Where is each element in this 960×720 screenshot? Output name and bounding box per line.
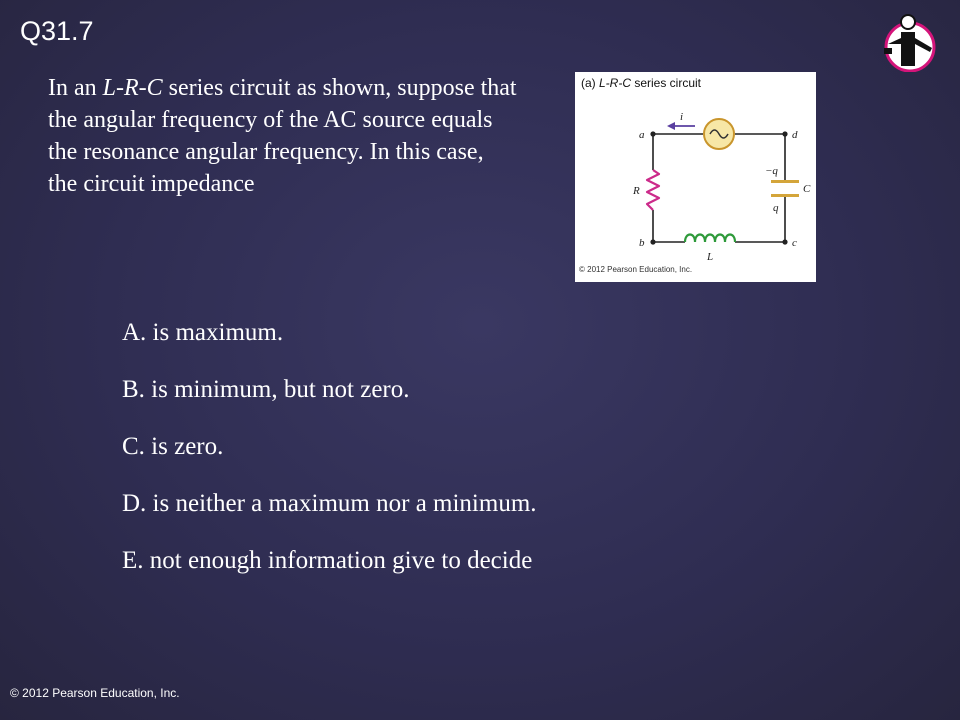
label-c: c [792, 237, 797, 249]
question-text [48, 72, 518, 200]
answer-b[interactable]: B. is minimum, but not zero. [122, 376, 410, 403]
question-rest: series circuit as shown, suppose that the angular frequency of the AC source equals the resonance angular frequency. In this case, the circuit impedance [48, 75, 517, 197]
figure-title-suffix: series circuit [631, 76, 702, 90]
node-a [650, 131, 655, 136]
figure-copyright: © 2012 Pearson Education, Inc. [579, 265, 693, 274]
label-d: d [792, 129, 798, 141]
clicker-info-icon [874, 14, 946, 72]
label-b: b [639, 237, 645, 249]
inductor-icon [685, 235, 735, 243]
label-i: i [680, 111, 684, 123]
resistor-icon [647, 170, 659, 210]
question-term: L-R-C [102, 75, 163, 101]
circuit-figure [575, 72, 816, 282]
figure-title-prefix: (a) [581, 76, 599, 90]
answer-a[interactable]: A. is maximum. [122, 319, 284, 346]
answer-c[interactable]: C. is zero. [122, 433, 224, 460]
answer-e[interactable]: E. not enough information give to decide [122, 547, 533, 574]
label-a: a [639, 129, 645, 141]
answer-list [122, 316, 537, 601]
label-C: C [803, 183, 811, 195]
label-L: L [707, 251, 714, 263]
circuit-diagram [575, 72, 816, 282]
node-b [650, 239, 655, 244]
current-arrow-icon [667, 122, 695, 130]
capacitor-icon [771, 180, 799, 197]
label-R: R [633, 185, 640, 197]
answer-d[interactable]: D. is neither a maximum nor a minimum. [122, 490, 537, 517]
question-intro: In an [48, 75, 103, 101]
label-q-top: −q [765, 165, 778, 177]
node-d [782, 131, 787, 136]
ac-source-icon [704, 119, 734, 149]
node-c [782, 239, 787, 244]
figure-title-term: L-R-C [599, 76, 631, 90]
label-q-bottom: q [773, 202, 779, 214]
question-number: Q31.7 [20, 16, 94, 46]
footer-copyright: © 2012 Pearson Education, Inc. [10, 686, 180, 700]
